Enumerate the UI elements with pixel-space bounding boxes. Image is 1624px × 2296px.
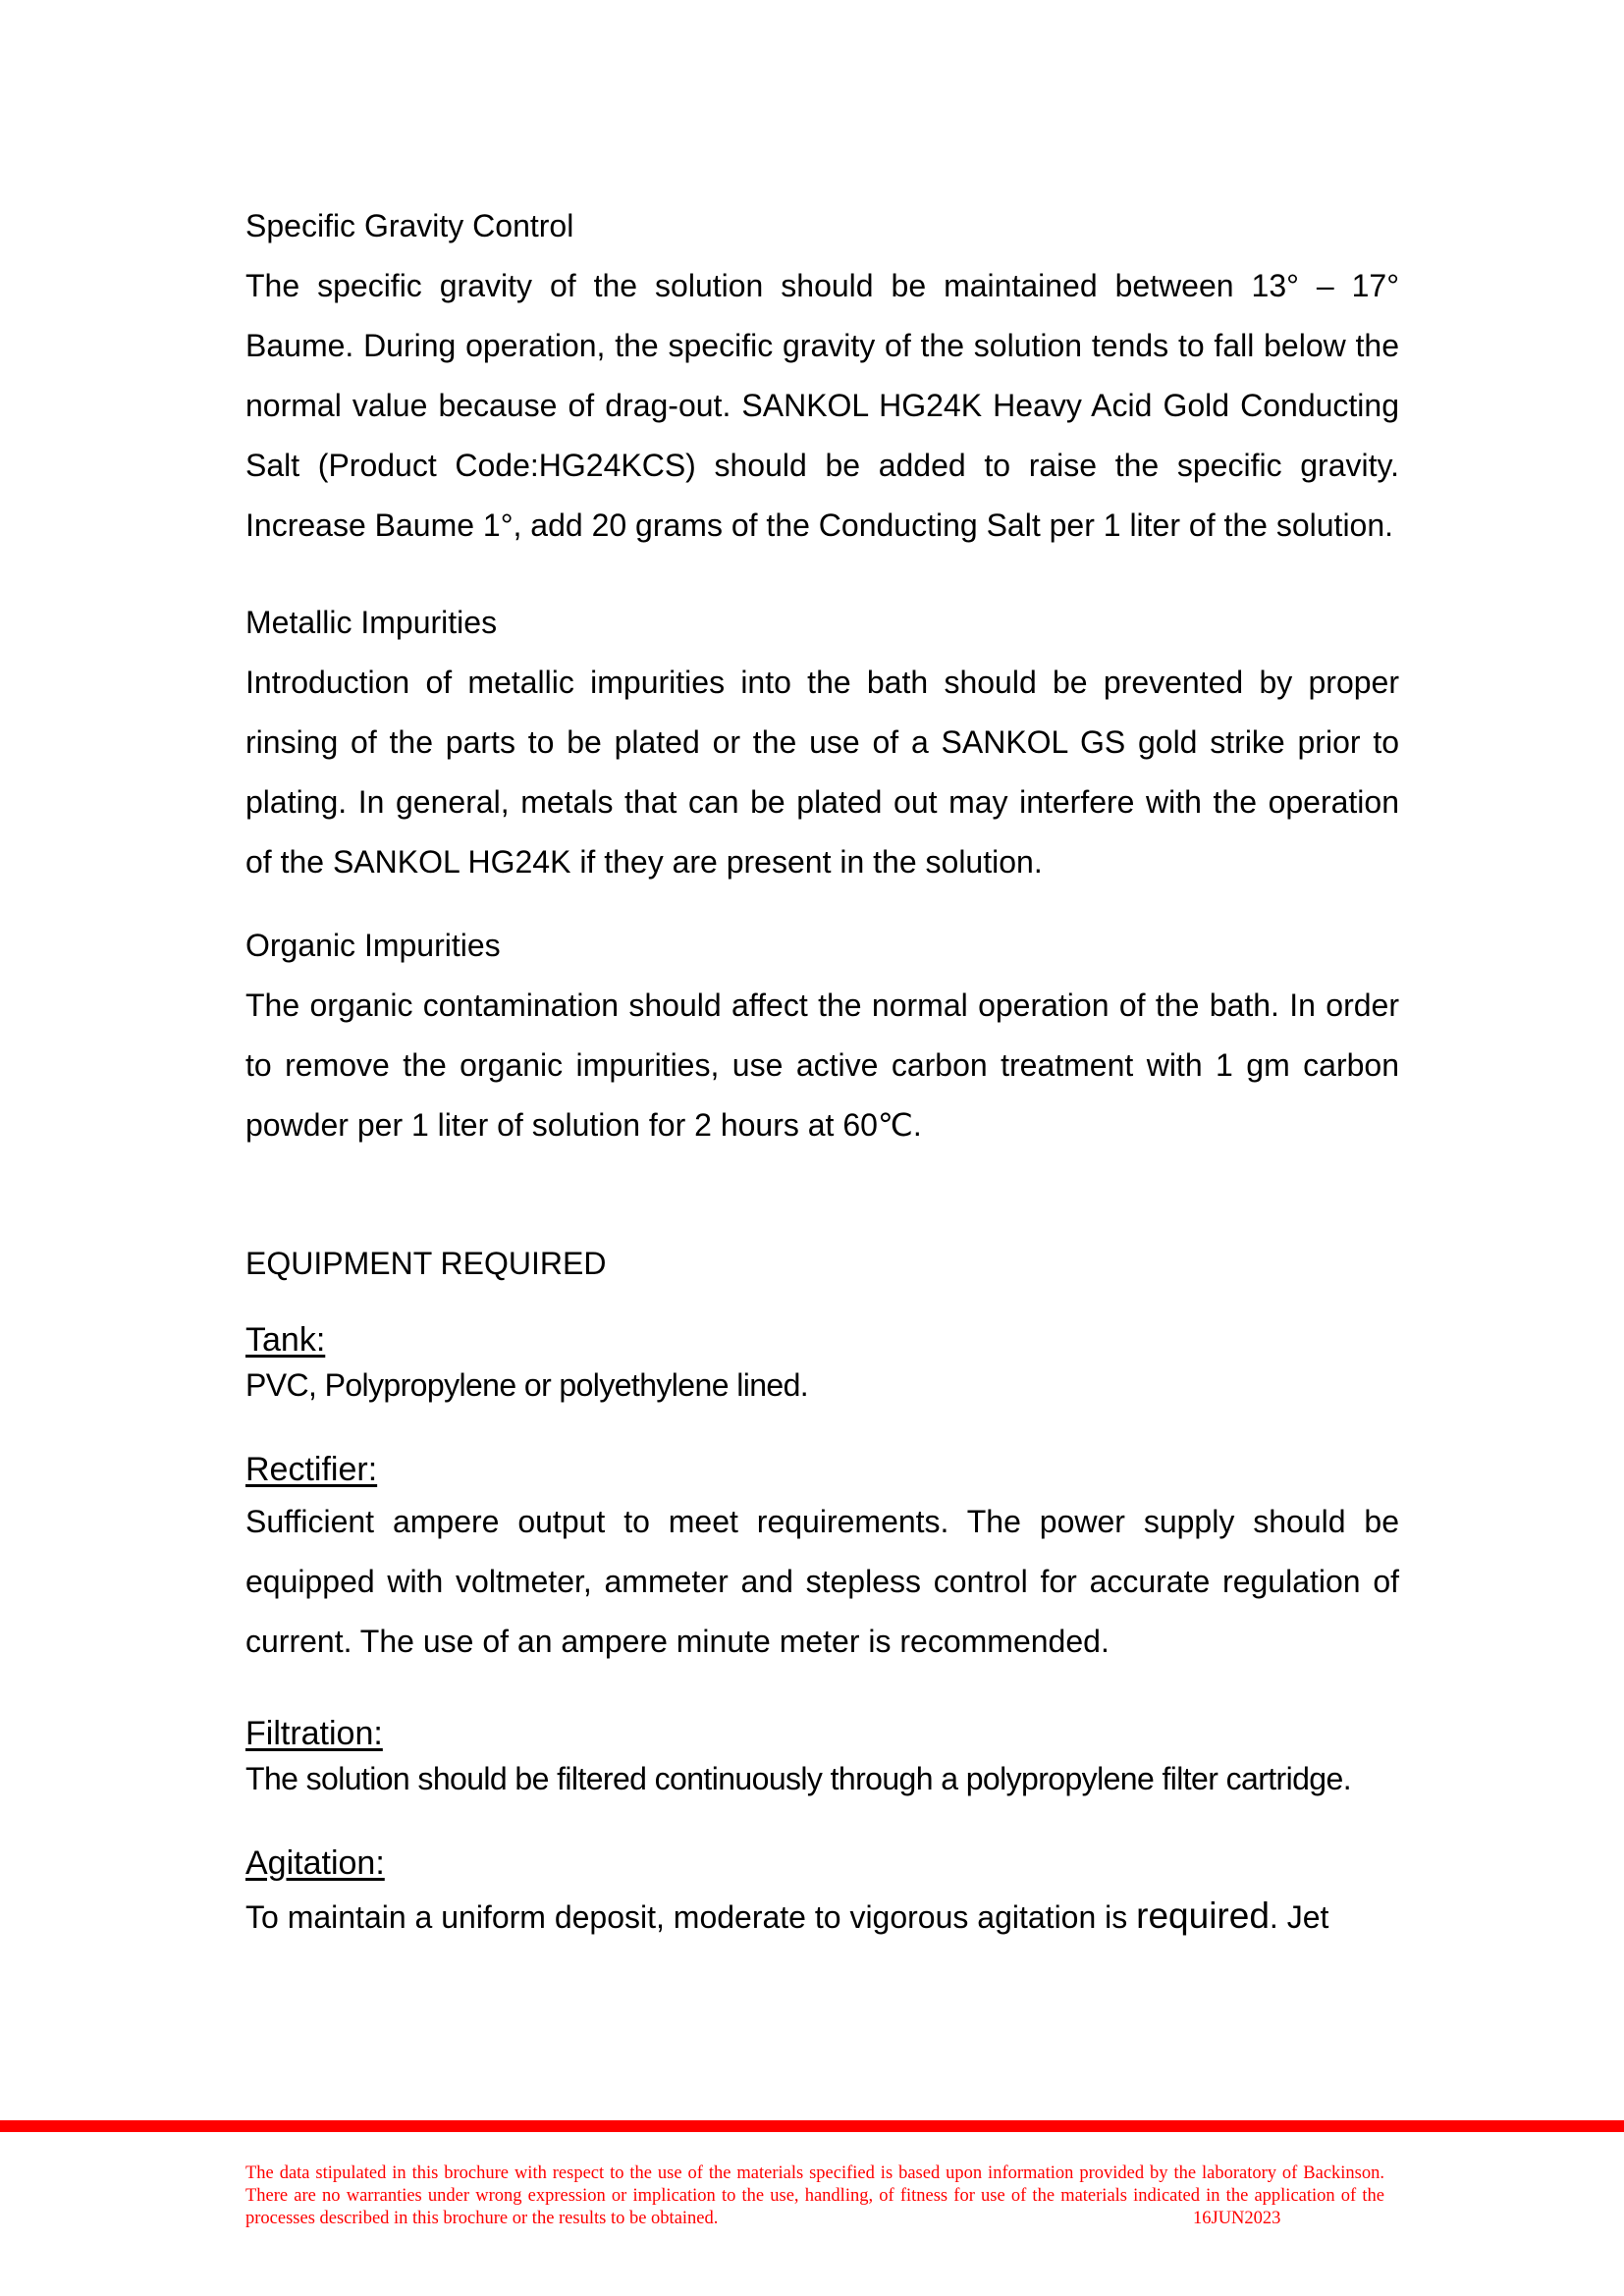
metallic-impurities-body: Introduction of metallic impurities into the bath should be prevented by proper rinsing of the parts to be plated or the use of a SANKOL GS gold strike prior to plating. In general, metals that can be plated out may interfere with the operation of the SANKOL HG24K if they are present in the solution. [245, 665, 1399, 880]
agitation-body [245, 1886, 1399, 1948]
specific-gravity-body: The specific gravity of the solution should be maintained between 13° – 17° Baume. During operation, the specific gravity of the solution tends to fall below the normal value because of drag-out. SANKOL HG24K Heavy Acid Gold Conducting Salt (Product Code:HG24KCS) should be added to raise the specific gravity. Increase Baume 1°, add 20 grams of the Conducting Salt per 1 liter of the solution. [245, 268, 1399, 543]
tank-label: Tank: [245, 1321, 326, 1359]
agitation-label: Agitation: [245, 1844, 385, 1882]
metallic-impurities-title: Metallic Impurities [245, 605, 498, 640]
filtration-body: The solution should be filtered continuously through a polypropylene filter cartridge. [245, 1761, 1351, 1796]
tank-body: PVC, Polypropylene or polyethylene lined. [245, 1367, 809, 1403]
main-content [245, 196, 1399, 1948]
agitation-body-emphasis: required [1136, 1896, 1270, 1936]
organic-impurities-body: The organic contamination should affect the normal operation of the bath. In order to remove the organic impurities, use active carbon treatment with 1 gm carbon powder per 1 liter of solution for 2 hours at 60℃. [245, 988, 1399, 1143]
footer-date: 16JUN2023 [1193, 2209, 1281, 2228]
equipment-title: EQUIPMENT REQUIRED [245, 1246, 607, 1281]
footer-disclaimer: The data stipulated in this brochure with respect to the use of the materials specified is based upon information provided by the laboratory of Backinson. There are no warranties under wrong expression or implication to the use, handling, of fitness for use of the materials indicated in the application of the processes described in this brochure or the results to be obtained. [245, 2163, 1384, 2228]
agitation-body-end: . Jet [1269, 1899, 1329, 1935]
rectifier-label: Rectifier: [245, 1451, 378, 1488]
footer-red-rule [0, 2120, 1624, 2132]
organic-impurities-title: Organic Impurities [245, 928, 501, 963]
filtration-label: Filtration: [245, 1715, 383, 1752]
specific-gravity-title: Specific Gravity Control [245, 208, 574, 243]
agitation-body-start: To maintain a uniform deposit, moderate to vigorous agitation is [245, 1899, 1137, 1935]
rectifier-body: Sufficient ampere output to meet requirements. The power supply should be equipped with voltmeter, ammeter and stepless control for accurate regulation of current. The use of an ampere minute meter is recommended. [245, 1504, 1399, 1659]
